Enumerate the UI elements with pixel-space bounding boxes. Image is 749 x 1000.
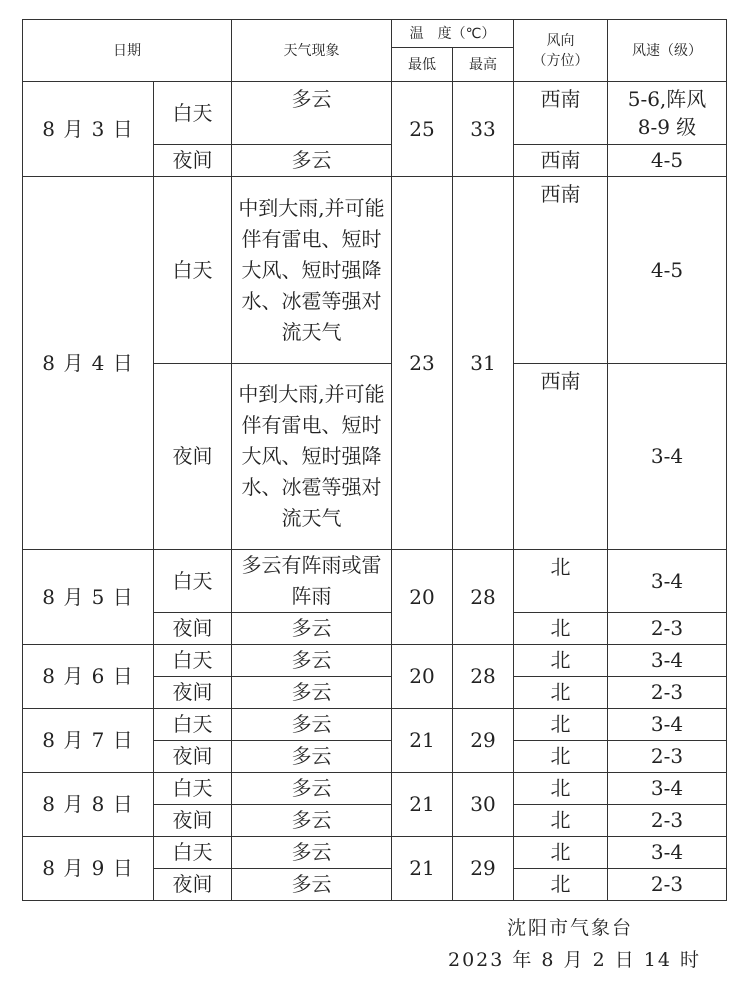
date-cell: 8 月 5 日 [23, 550, 154, 645]
header-weather: 天气现象 [232, 20, 392, 82]
period-night: 夜间 [154, 613, 232, 645]
period-night: 夜间 [154, 869, 232, 901]
wind-speed-cell: 2-3 [608, 613, 727, 645]
wind-direction-cell: 北 [514, 709, 608, 741]
date-cell: 8 月 3 日 [23, 82, 154, 177]
period-night: 夜间 [154, 145, 232, 177]
forecast-table [22, 19, 727, 901]
temp-min-cell: 21 [392, 773, 453, 837]
wind-direction-cell: 西南 [514, 82, 608, 145]
temp-max-cell: 31 [453, 177, 514, 550]
temp-min-cell: 20 [392, 550, 453, 645]
weather-cell: 多云 [232, 869, 392, 901]
wind-speed-cell: 3-4 [608, 550, 727, 613]
wind-direction-cell: 西南 [514, 364, 608, 550]
weather-cell: 多云有阵雨或雷阵雨 [232, 550, 392, 613]
wind-speed-cell: 3-4 [608, 709, 727, 741]
header-wind-direction: 风向 （方位） [514, 20, 608, 82]
weather-cell: 多云 [232, 741, 392, 773]
wind-speed-cell: 2-3 [608, 677, 727, 709]
weather-cell: 多云 [232, 773, 392, 805]
wind-direction-cell: 北 [514, 869, 608, 901]
header-temp: 温 度（℃） [392, 20, 514, 48]
wind-direction-cell: 北 [514, 741, 608, 773]
issue-time: 2023 年 8 月 2 日 14 时 [448, 949, 701, 971]
weather-cell: 多云 [232, 805, 392, 837]
temp-min-cell: 23 [392, 177, 453, 550]
wind-direction-cell: 北 [514, 677, 608, 709]
period-day: 白天 [154, 773, 232, 805]
weather-cell: 多云 [232, 82, 392, 145]
weather-cell: 多云 [232, 145, 392, 177]
temp-max-cell: 28 [453, 645, 514, 709]
wind-direction-cell: 北 [514, 613, 608, 645]
wind-speed-cell: 4-5 [608, 145, 727, 177]
date-cell: 8 月 4 日 [23, 177, 154, 550]
header-wind-speed: 风速（级） [608, 20, 727, 82]
weather-cell: 多云 [232, 645, 392, 677]
temp-min-cell: 21 [392, 709, 453, 773]
period-night: 夜间 [154, 364, 232, 550]
weather-cell: 多云 [232, 613, 392, 645]
header-date: 日期 [23, 20, 232, 82]
period-night: 夜间 [154, 677, 232, 709]
date-cell: 8 月 8 日 [23, 773, 154, 837]
wind-direction-cell: 西南 [514, 145, 608, 177]
header-temp-max: 最高 [453, 48, 514, 82]
date-cell: 8 月 9 日 [23, 837, 154, 901]
temp-max-cell: 30 [453, 773, 514, 837]
period-night: 夜间 [154, 741, 232, 773]
header-temp-min: 最低 [392, 48, 453, 82]
wind-speed-cell: 2-3 [608, 741, 727, 773]
period-day: 白天 [154, 645, 232, 677]
period-day: 白天 [154, 837, 232, 869]
date-cell: 8 月 6 日 [23, 645, 154, 709]
wind-direction-cell: 北 [514, 773, 608, 805]
wind-direction-cell: 西南 [514, 177, 608, 364]
wind-direction-cell: 北 [514, 837, 608, 869]
wind-speed-cell: 2-3 [608, 805, 727, 837]
temp-max-cell: 29 [453, 709, 514, 773]
period-day: 白天 [154, 177, 232, 364]
wind-speed-cell: 4-5 [608, 177, 727, 364]
wind-direction-cell: 北 [514, 645, 608, 677]
wind-speed-cell: 5-6,阵风 8-9 级 [608, 82, 727, 145]
wind-speed-cell: 3-4 [608, 645, 727, 677]
weather-cell: 多云 [232, 677, 392, 709]
wind-speed-cell: 3-4 [608, 364, 727, 550]
wind-speed-cell: 3-4 [608, 837, 727, 869]
wind-direction-cell: 北 [514, 550, 608, 613]
wind-speed-cell: 3-4 [608, 773, 727, 805]
period-day: 白天 [154, 550, 232, 613]
date-cell: 8 月 7 日 [23, 709, 154, 773]
weather-cell: 中到大雨,并可能伴有雷电、短时大风、短时强降水、冰雹等强对流天气 [232, 364, 392, 550]
wind-direction-cell: 北 [514, 805, 608, 837]
temp-max-cell: 28 [453, 550, 514, 645]
weather-cell: 多云 [232, 837, 392, 869]
period-day: 白天 [154, 82, 232, 145]
temp-max-cell: 33 [453, 82, 514, 177]
period-night: 夜间 [154, 805, 232, 837]
temp-min-cell: 20 [392, 645, 453, 709]
wind-speed-cell: 2-3 [608, 869, 727, 901]
temp-max-cell: 29 [453, 837, 514, 901]
period-day: 白天 [154, 709, 232, 741]
weather-cell: 多云 [232, 709, 392, 741]
weather-cell: 中到大雨,并可能伴有雷电、短时大风、短时强降水、冰雹等强对流天气 [232, 177, 392, 364]
temp-min-cell: 25 [392, 82, 453, 177]
issuing-organization: 沈阳市气象台 [506, 917, 633, 939]
temp-min-cell: 21 [392, 837, 453, 901]
